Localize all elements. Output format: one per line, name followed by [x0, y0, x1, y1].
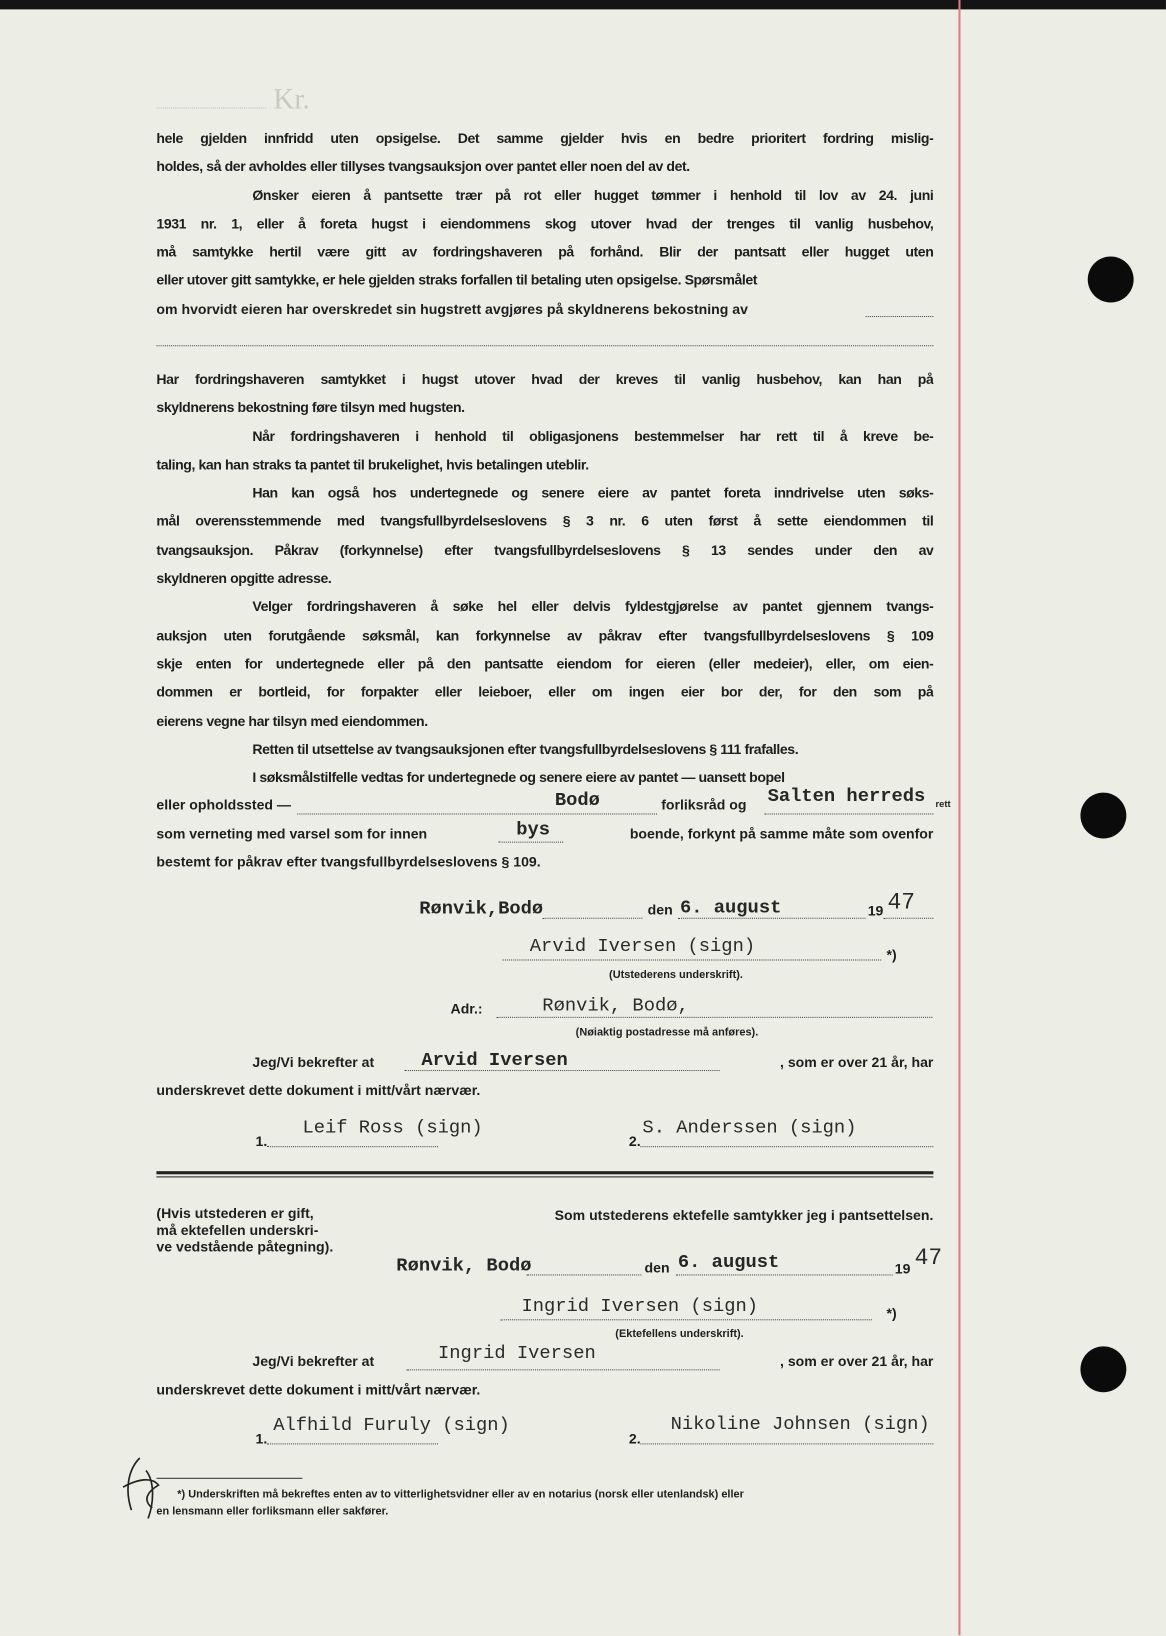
spouse-den-label: den [644, 1259, 670, 1276]
issuer-year-suffix: 47 [887, 889, 916, 916]
text-line: eller utover gitt samtykke, er hele gjelden straks forfallen til betaling uten opsigelse. Spørsmålet [156, 272, 758, 289]
spouse-year-suffix: 47 [914, 1245, 943, 1272]
venue-suffix: rett [935, 798, 951, 810]
footnote-rule [156, 1478, 302, 1479]
issuer-year-prefix: 19 [867, 903, 884, 919]
paragraph [156, 483, 933, 597]
address-field[interactable] [496, 1017, 932, 1018]
hugst-field-continued[interactable] [156, 345, 933, 346]
text-line: skyldnerens bekostning føre tilsyn med hugsten. [156, 399, 465, 416]
text-line: Ønsker eieren å pantsette trær på rot eller hugget tømmer i henhold til lov av 24. juni [252, 187, 934, 203]
issuer-place-field[interactable] [542, 918, 642, 919]
spouse-footnote-mark: *) [886, 1305, 897, 1322]
spouse-date: 6. august [677, 1252, 780, 1274]
address-label: Adr.: [450, 1001, 483, 1017]
paragraph [156, 426, 933, 483]
issuer-confirm-name: Arvid Iversen [421, 1050, 568, 1072]
issuer-footnote-mark: *) [886, 946, 897, 963]
witness1-field[interactable] [267, 1146, 438, 1147]
spouse-confirm-name: Ingrid Iversen [438, 1343, 596, 1365]
issuer-date: 6. august [679, 897, 782, 919]
spouse-witness2-field[interactable] [640, 1443, 933, 1444]
spouse-note-2: må ektefellen underskri- [156, 1222, 319, 1238]
venue-prefix: eller opholdssted — [156, 796, 292, 813]
margin-line [958, 0, 960, 1635]
faint-header-mark: Kr. [273, 83, 310, 116]
text-line: må samtykke hertil være gitt av fordringshaveren på forhånd. Blir der pantsatt eller hugget uten [156, 244, 934, 260]
witness1-signature: Leif Ross (sign) [302, 1117, 483, 1139]
footnote-line-1: *) Underskriften må bekreftes enten av to vitterlighetsvidner eller av en notarius (norsk eller utenlandsk) eller [177, 1488, 744, 1501]
section-divider [156, 1171, 933, 1174]
spouse-note-1: (Hvis utstederen er gift, [156, 1205, 314, 1222]
text-line: Han kan også hos undertegnede og senere eiere av pantet foreta inndrivelse uten søks- [252, 485, 934, 501]
spouse-date-field[interactable] [676, 1274, 893, 1275]
paragraph [156, 128, 933, 185]
footnote-line-2: en lensmann eller forliksmann eller sakfører. [156, 1504, 389, 1518]
text-line: I søksmålstilfelle vedtas for undertegnede og senere eiere av pantet — uansett bopel [252, 769, 785, 786]
text-line: skje enten for undertegnede eller på den pantsatte eiendom for eieren (eller medeier), eller, om eien- [156, 655, 934, 672]
paragraph [156, 185, 933, 299]
hugst-field[interactable] [866, 316, 934, 317]
issuer-confirm-line2: underskrevet dette dokument i mitt/vårt nærvær. [156, 1082, 481, 1099]
issuer-place: Rønvik,Bodø [419, 898, 544, 920]
text-line: skyldneren opgitte adresse. [156, 570, 332, 587]
punch-hole [1088, 257, 1134, 303]
text-line: Retten til utsettelse av tvangsauksjonen efter tvangsfullbyrdelseslovens § 111 frafalles. [252, 741, 799, 757]
spouse-signature: Ingrid Iversen (sign) [521, 1296, 759, 1318]
body-paragraphs-2 [156, 369, 933, 796]
punch-hole [1080, 793, 1126, 839]
punch-hole [1080, 1346, 1126, 1392]
text-line: eierens vegne har tilsyn med eiendommen. [156, 712, 428, 729]
spouse-place: Rønvik, Bodø [396, 1255, 532, 1277]
paragraph [156, 369, 933, 426]
venue-district-field[interactable] [764, 813, 933, 814]
venue-district: Salten herreds [767, 786, 926, 808]
text-line: hele gjelden innfridd uten opsigelse. Det samme gjelder hvis en bedre prioritert fordring mislig- [156, 130, 934, 147]
section-divider-thin [156, 1176, 933, 1177]
paragraph [156, 597, 933, 739]
venue-line2-prefix: som verneting med varsel som for innen [156, 825, 428, 842]
text-line: mål overensstemmende med tvangsfullbyrdelseslovens § 3 nr. 6 uten først å sette eiendommen til [156, 513, 934, 530]
spouse-witness2-number: 2. [628, 1430, 641, 1447]
text-line: taling, kan han straks ta pantet til brukelighet, hvis betalingen uteblir. [156, 456, 589, 473]
spouse-signature-field[interactable] [501, 1319, 872, 1320]
spouse-witness1-number: 1. [255, 1430, 268, 1447]
witness2-signature: S. Anderssen (sign) [642, 1117, 857, 1139]
text-line: tvangsauksjon. Påkrav (forkynnelse) efter tvangsfullbyrdelseslovens § 13 sendes under den av [156, 542, 934, 558]
issuer-den-label: den [647, 902, 673, 918]
spouse-confirm-prefix: Jeg/Vi bekrefter at [252, 1353, 375, 1370]
text-line: Velger fordringshaveren å søke hel eller delvis fyldestgjørelse av pantet gjennem tvangs- [252, 599, 934, 615]
text-line: Har fordringshaveren samtykket i hugst utover hvad der kreves til vanlig husbehov, kan han på [156, 371, 934, 387]
venue-area: bys [516, 819, 551, 841]
text-line: holdes, så der avholdes eller tillyses tvangsauksjon over pantet eller noen del av det. [156, 158, 690, 175]
venue-mid: forliksråd og [661, 796, 747, 813]
text-line: auksjon uten forutgående søksmål, kan forkynnelse av påkrav efter tvangsfullbyrdelseslovens § 109 [156, 627, 934, 644]
spouse-year-prefix: 19 [894, 1260, 911, 1277]
body-paragraphs-1 [156, 128, 933, 299]
address-caption: (Nøiaktig postadresse må anføres). [575, 1026, 759, 1039]
scan-edge [0, 0, 1166, 9]
venue-area-field[interactable] [499, 842, 564, 843]
spouse-witness1-field[interactable] [267, 1443, 438, 1444]
spouse-signature-caption: (Ektefellens underskrift). [615, 1327, 744, 1341]
issuer-confirm-prefix: Jeg/Vi bekrefter at [252, 1054, 375, 1071]
spouse-note-3: ve vedstående påtegning). [156, 1238, 334, 1255]
text-line: Når fordringshaveren i henhold til obligasjonens bestemmelser har rett til å kreve be- [252, 428, 934, 444]
witness2-number: 2. [628, 1133, 641, 1150]
spouse-witness1-signature: Alfhild Furuly (sign) [273, 1415, 510, 1437]
faint-header-line [156, 107, 266, 108]
spouse-place-field[interactable] [527, 1274, 642, 1275]
witness1-number: 1. [255, 1133, 268, 1150]
text-line: dommen er bortleid, for forpakter eller leieboer, eller om ingen eier bor der, for den som på [156, 684, 934, 701]
spouse-confirm-line2: underskrevet dette dokument i mitt/vårt nærvær. [156, 1381, 481, 1398]
spouse-confirm-suffix: , som er over 21 år, har [779, 1353, 934, 1370]
issuer-confirm-suffix: , som er over 21 år, har [779, 1054, 934, 1071]
venue-city: Bodø [554, 790, 600, 812]
issuer-signature-field[interactable] [503, 959, 882, 960]
spouse-witness2-signature: Nikoline Johnsen (sign) [670, 1414, 930, 1436]
venue-city-field[interactable] [297, 813, 657, 814]
issuer-year-field[interactable] [883, 918, 933, 919]
issuer-signature: Arvid Iversen (sign) [529, 936, 756, 958]
spouse-confirm-field[interactable] [407, 1369, 720, 1370]
issuer-signature-caption: (Utstederens underskrift). [609, 968, 743, 982]
witness2-field[interactable] [640, 1146, 933, 1147]
paragraph [156, 739, 933, 767]
text-line: 1931 nr. 1, eller å foreta hugst i eiendommens skog utover hvad der trenges til vanlig husbehov, [156, 215, 934, 232]
venue-line2-suffix: boende, forkynt på samme måte som ovenfor [629, 825, 934, 842]
hugst-line: om hvorvidt eieren har overskredet sin hugstrett avgjøres på skyldnerens bekostning av [156, 301, 748, 318]
venue-line3: bestemt for påkrav efter tvangsfullbyrdelseslovens § 109. [156, 854, 541, 870]
issuer-address: Rønvik, Bodø, [542, 995, 689, 1017]
spouse-consent: Som utstederens ektefelle samtykker jeg i pantsettelsen. [554, 1207, 934, 1224]
